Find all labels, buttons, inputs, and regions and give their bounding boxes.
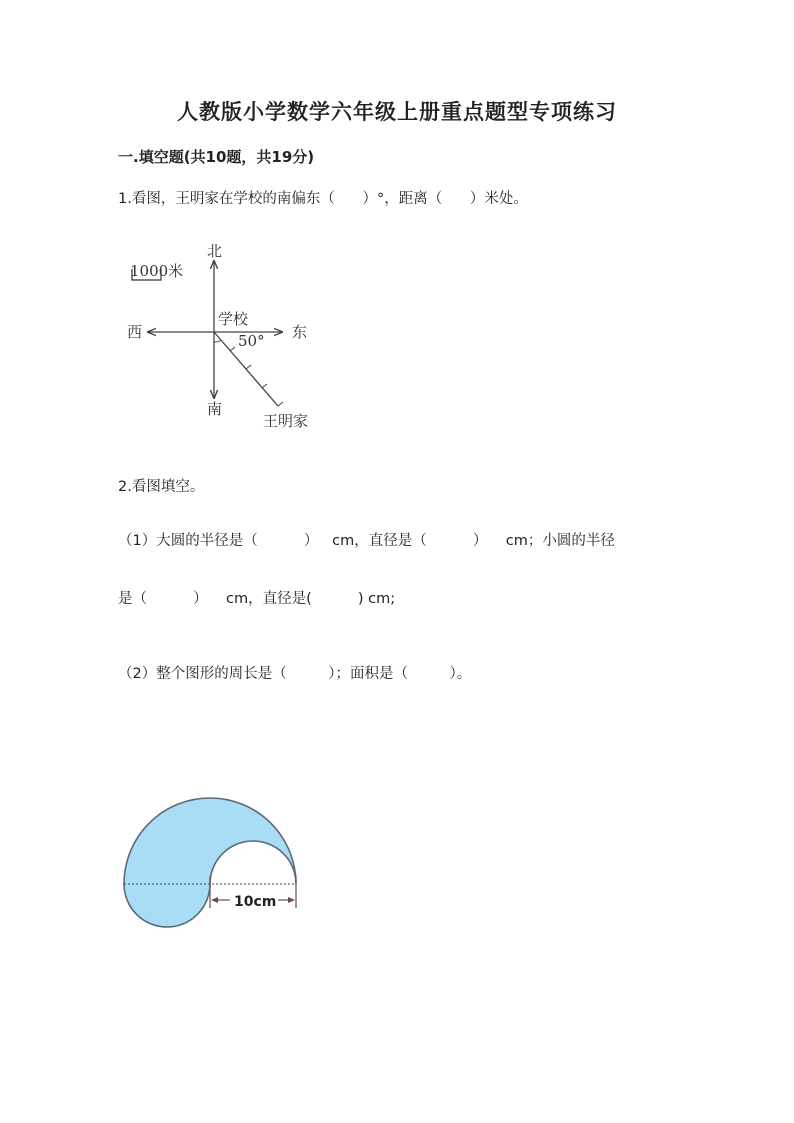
question-2-part1-line2: 是（ ） cm，直径是( ) cm; [118,591,396,607]
angle-label: 50° [238,332,265,350]
east-label: 东 [292,323,308,341]
tick-3 [262,384,267,388]
south-label: 南 [207,400,223,418]
dimension-label: 10cm [234,894,277,910]
angle-arc [214,340,221,342]
tick-1 [230,347,235,351]
school-label: 学校 [218,310,249,328]
north-label: 北 [207,242,223,260]
question-2-part2: （2）整个图形的周长是（ ）；面积是（ ）。 [118,666,472,682]
west-label: 西 [127,323,143,341]
question-2-text: 2.看图填空。 [118,479,205,495]
tick-2 [246,365,251,369]
semicircle-figure [112,790,312,940]
home-label: 王明家 [263,412,309,430]
page-title: 人教版小学数学六年级上册重点题型专项练习 [177,99,617,124]
scale-label: 1000米 [130,262,184,280]
compass-diagram [118,236,328,436]
question-2-part1-line1: （1）大圆的半径是（ ） cm，直径是（ ） cm；小圆的半径 [118,533,615,549]
section-heading: 一.填空题(共10题，共19分) [118,148,315,166]
question-1-text: 1.看图，王明家在学校的南偏东（ ）°，距离（ ）米处。 [118,191,528,207]
tick-4 [278,402,283,406]
